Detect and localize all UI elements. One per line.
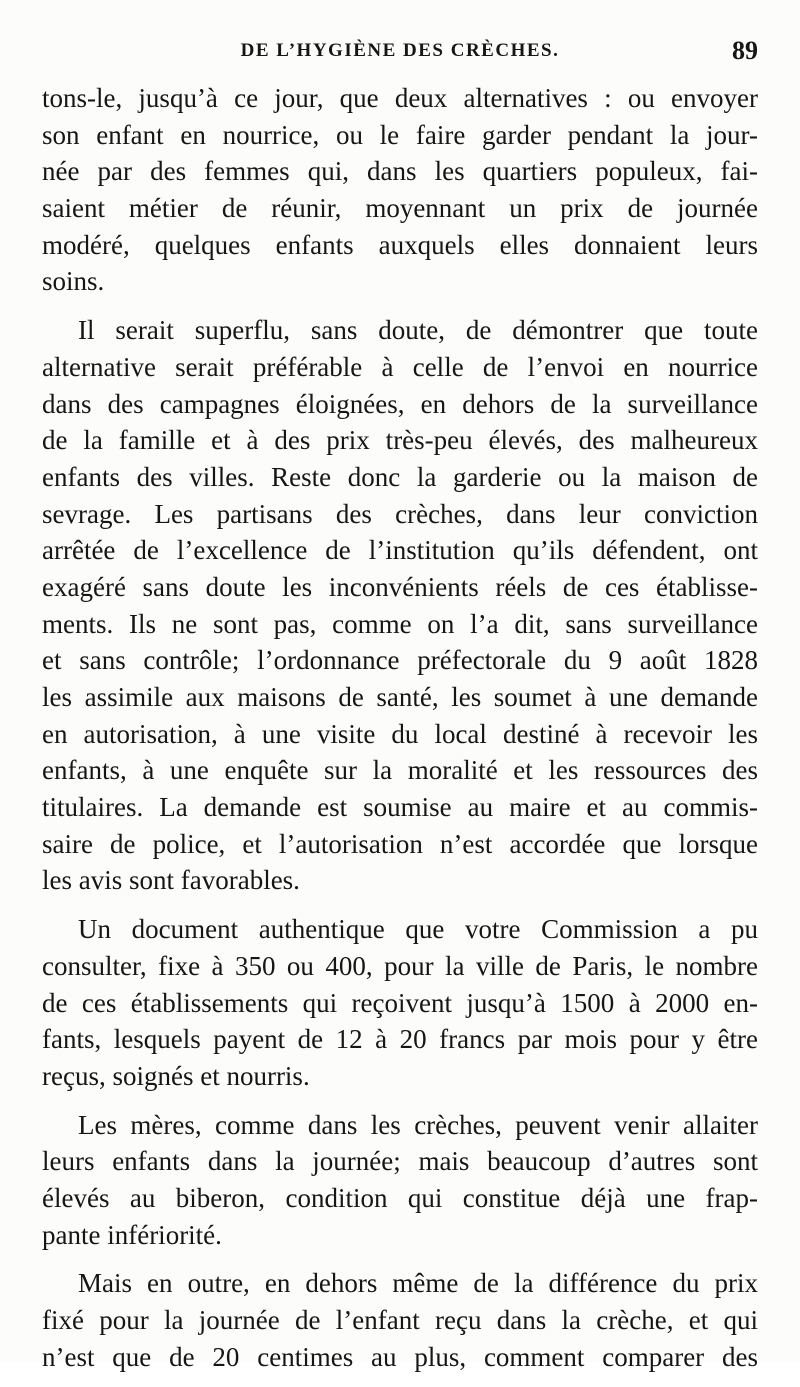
text-line: et sans contrôle; l’ordonnance préfectorale du 9 août 1828	[42, 645, 758, 676]
text-line: née par des femmes qui, dans les quartiers populeux, fai-	[42, 156, 758, 187]
text-line: de la famille et à des prix très-peu élevés, des malheureux	[42, 425, 758, 456]
text-line: enfants, à une enquête sur la moralité et les ressources des	[42, 755, 758, 786]
body-text	[42, 80, 758, 1387]
text-line: en autorisation, à une visite du local destiné à recevoir les	[42, 718, 758, 749]
text-line: soins.	[42, 266, 105, 297]
text-line: modéré, quelques enfants auxquels elles donnaient leurs	[42, 229, 758, 260]
text-line: pante infériorité.	[42, 1219, 222, 1250]
text-line: enfants des villes. Reste donc la garderie ou la maison de	[42, 461, 758, 492]
text-line: consulter, fixe à 350 ou 400, pour la ville de Paris, le nombre	[42, 950, 758, 981]
paragraph	[42, 1107, 758, 1254]
text-line: arrêtée de l’excellence de l’institution qu’ils défendent, ont	[42, 535, 758, 566]
text-line: fixé pour la journée de l’enfant reçu dans la crèche, et qui	[42, 1305, 758, 1335]
page-number: 89	[732, 36, 758, 65]
page-header	[42, 36, 758, 70]
text-line: de ces établissements qui reçoivent jusqu’à 1500 à 2000 en-	[42, 987, 758, 1018]
text-line: Mais en outre, en dehors même de la différence du prix	[78, 1268, 758, 1299]
text-line: alternative serait préférable à celle de l’envoi en nourrice	[42, 351, 758, 382]
text-line: n’est que de 20 centimes au plus, comment comparer des	[42, 1341, 758, 1372]
text-line: saire de police, et l’autorisation n’est accordée que lorsque	[42, 828, 758, 859]
text-line: fants, lesquels payent de 12 à 20 francs par mois pour y être	[42, 1024, 758, 1055]
text-line: son enfant en nourrice, ou le faire garder pendant la jour-	[42, 119, 758, 150]
text-line: titulaires. La demande est soumise au maire et au commis-	[42, 792, 758, 823]
text-line: Il serait superflu, sans doute, de démontrer que toute	[78, 315, 758, 346]
text-line: exagéré sans doute les inconvénients réels de ces établisse-	[42, 571, 758, 602]
text-line: dans des campagnes éloignées, en dehors de la surveillance	[42, 388, 758, 419]
text-line: ments. Ils ne sont pas, comme on l’a dit, sans surveillance	[42, 608, 758, 639]
running-head: DE L’HYGIÈNE DES CRÈCHES.	[240, 40, 560, 61]
text-line: leurs enfants dans la journée; mais beaucoup d’autres sont	[42, 1146, 758, 1177]
text-line: tons-le, jusqu’à ce jour, que deux alternatives : ou envoyer	[42, 83, 758, 113]
paragraph	[42, 1265, 758, 1375]
text-line: sevrage. Les partisans des crèches, dans leur conviction	[42, 498, 758, 529]
text-line: saient métier de réunir, moyennant un prix de journée	[42, 193, 758, 224]
text-line: Les mères, comme dans les crèches, peuvent venir allaiter	[78, 1109, 758, 1140]
text-line: reçus, soignés et nourris.	[42, 1060, 310, 1091]
text-line: élevés au biberon, condition qui constitue déjà une frap-	[42, 1182, 758, 1213]
text-line: les assimile aux maisons de santé, les soumet à une demande	[42, 682, 758, 712]
paragraph	[42, 312, 758, 899]
text-line: les avis sont favorables.	[42, 865, 300, 896]
paragraph	[42, 80, 758, 300]
paragraph	[42, 911, 758, 1094]
text-line: Un document authentique que votre Commission a pu	[78, 914, 758, 945]
